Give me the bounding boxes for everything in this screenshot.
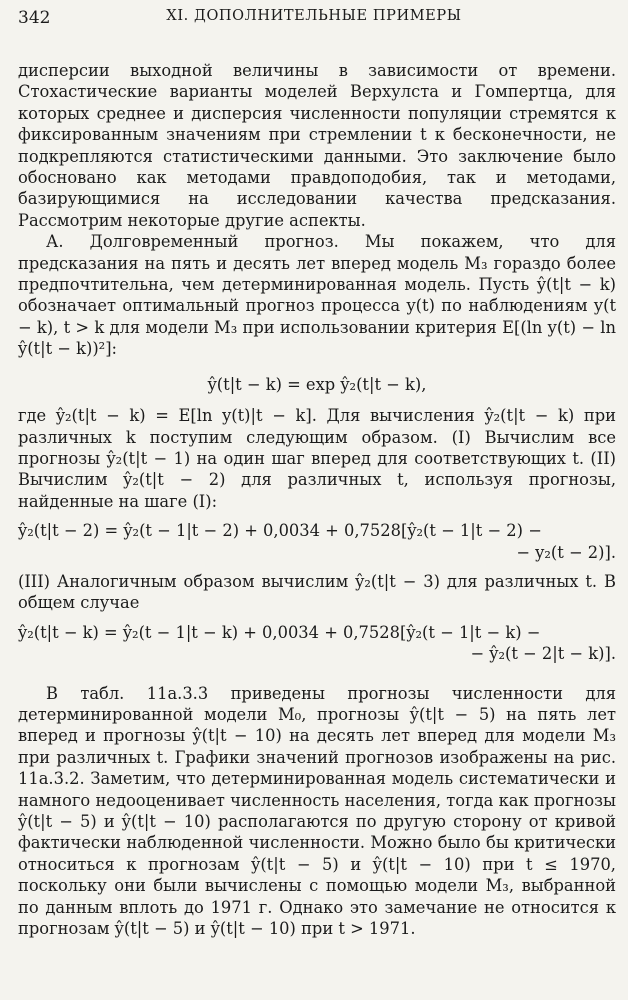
equation-general-line1: ŷ₂(t|t − k) = ŷ₂(t − 1|t − k) + 0,0034 + 0,7528[ŷ₂(t − 1|t − k) − [18,622,541,642]
page-number: 342 [18,8,51,28]
equation-forecast-exp: ŷ(t|t − k) = exp ŷ₂(t|t − k), [207,374,427,394]
page-body [18,60,616,939]
page-header [18,8,610,32]
equation-general-line2: − ŷ₂(t − 2|t − k)]. [470,644,616,664]
equation-step2-line1: ŷ₂(t|t − 2) = ŷ₂(t − 1|t − 2) + 0,0034 + 0,7528[ŷ₂(t − 1|t − 2) − [18,521,542,541]
paragraph-computation-steps: где ŷ₂(t|t − k) = E[ln y(t)|t − k]. Для вычисления ŷ₂(t|t − k) при различных k поступим следующим образом. (I) Вычислим все прогнозы ŷ₂(t|t − 1) на один шаг вперед для соответствующих t. (II) Вычислим ŷ₂(t|t − 2) для различных t, используя прогнозы, найденные на шаге (I): [18,406,616,511]
paragraph-table-discussion: В табл. 11а.3.3 приведены прогнозы численности для детерминированной модели M₀, прогнозы ŷ(t|t − 5) на пять лет вперед и прогнозы ŷ(t|t − 10) на десять лет вперед для модели M₃ при различных t. Графики значений прогнозов изображены на рис. 11а.3.2. Заметим, что детерминированная модель систематически и намного недооценивает численность населения, тогда как прогнозы ŷ(t|t − 5) и ŷ(t|t − 10) располагаются по другую сторону от кривой фактически наблюденной численности. Можно было бы критически относиться к прогнозам ŷ(t|t − 5) и ŷ(t|t − 10) при t ≤ 1970, поскольку они были вычислены с помощью модели M₃, выбранной по данным вплоть до 1971 г. Однако это замечание не относится к прогнозам ŷ(t|t − 5) и ŷ(t|t − 10) при t > 1971. [18,683,616,939]
running-title: XI. ДОПОЛНИТЕЛЬНЫЕ ПРИМЕРЫ [166,8,462,24]
paragraph-intro: дисперсии выходной величины в зависимости от времени. Стохастические варианты моделей Верхулста и Гомпертца, для которых среднее и дисперсия численности популяции стремятся к фиксированным значениям при стремлении t к бесконечности, не подкрепляются статистическими данными. Это заключение было обосновано как методами правдоподобия, так и методами, базирующимися на исследовании качества предсказания. Рассмотрим некоторые другие аспекты. [18,61,616,230]
paragraph-general-case: (III) Аналогичным образом вычислим ŷ₂(t|t − 3) для различных t. В общем случае [18,571,616,613]
equation-step2-line2: − y₂(t − 2)]. [516,542,616,562]
paragraph-long-term-forecast: А. Долговременный прогноз. Мы покажем, что для предсказания на пять и десять лет вперед модель M₃ гораздо более предпочтительна, чем детерминированная модель. Пусть ŷ(t|t − k) обозначает оптимальный прогноз процесса y(t) по наблюдениям y(t − k), t > k для модели M₃ при использовании критерия E[(ln y(t) − ln ŷ(t|t − k))²]: [18,232,616,359]
